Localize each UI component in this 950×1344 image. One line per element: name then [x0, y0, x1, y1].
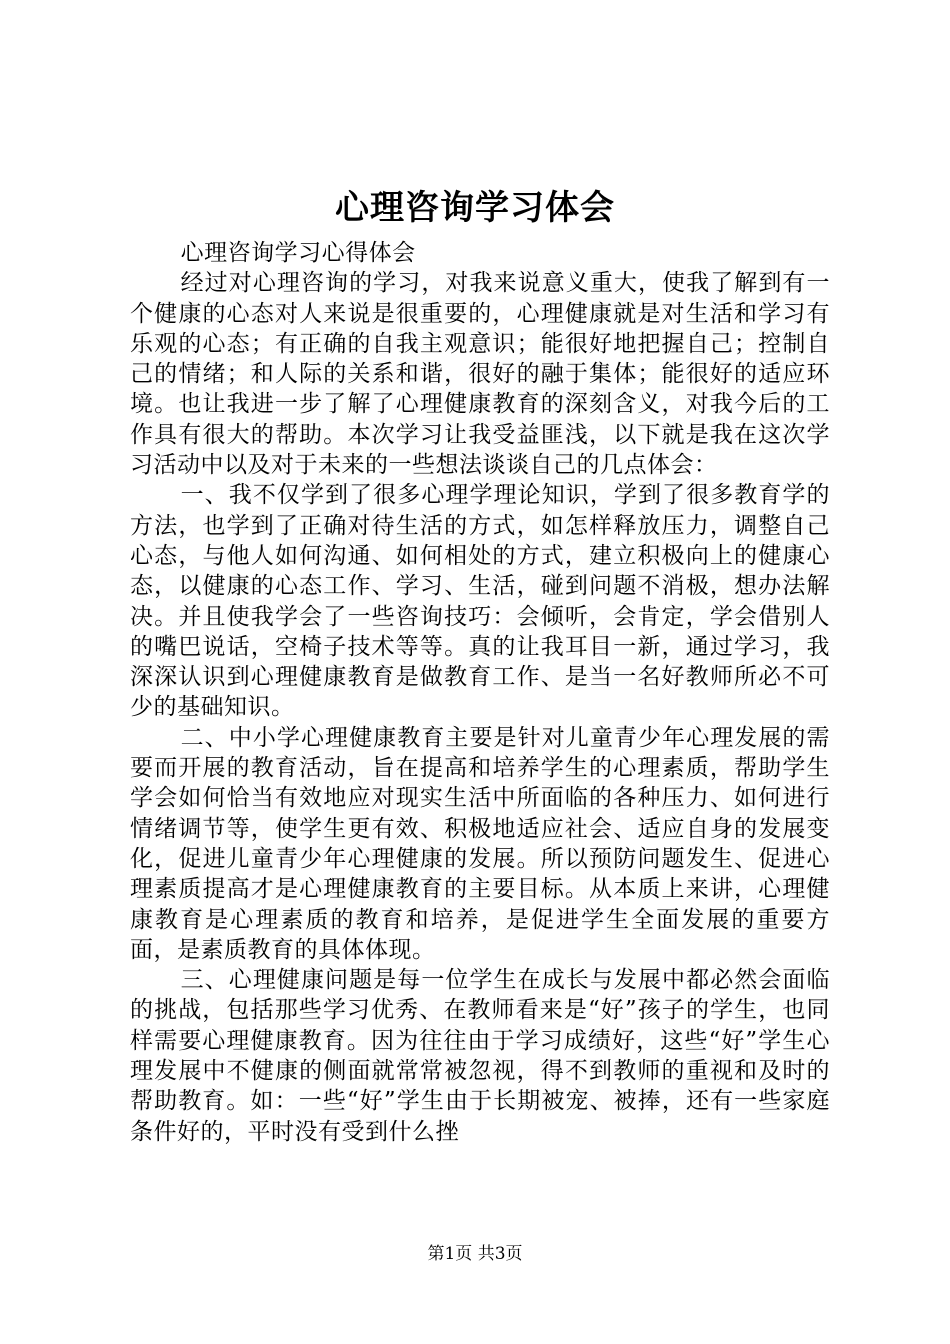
subtitle-paragraph: 心理咨询学习心得体会 — [180, 240, 416, 266]
point-one-paragraph: 一、我不仅学到了很多心理学理论知识，学到了很多教育学的方法，也学到了正确对待生活的方式，如怎样释放压力，调整自己心态，与他人如何沟通、如何相处的方式，建立积极向上的健康心态，以健康的心态工作、学习、生活，碰到问题不消极，想办法解决。并且使我学会了一些咨询技巧：会倾听，会肯定，学会借别人的嘴巴说话，空椅子技术等等。真的让我耳目一新，通过学习，我深深认识到心理健康教育是做教育工作、是当一名好教师所必不可少的基础知识。 — [130, 482, 830, 721]
document-body — [130, 238, 830, 1147]
page-footer: 第1页 共3页 — [427, 1244, 523, 1264]
document-title: 心理咨询学习体会 — [335, 188, 615, 228]
point-three-paragraph: 三、心理健康问题是每一位学生在成长与发展中都必然会面临的挑战，包括那些学习优秀、在教师看来是“好”孩子的学生，也同样需要心理健康教育。因为往往由于学习成绩好，这些“好”学生心理发展中不健康的侧面就常常被忽视，得不到教师的重视和及时的帮助教育。如：一些“好”学生由于长期被宠、被捧，还有一些家庭条件好的，平时没有受到什么挫 — [130, 967, 830, 1145]
intro-paragraph: 经过对心理咨询的学习，对我来说意义重大，使我了解到有一个健康的心态对人来说是很重要的，心理健康就是对生活和学习有乐观的心态；有正确的自我主观意识；能很好地把握自己；控制自己的情绪；和人际的关系和谐，很好的融于集体；能很好的适应环境。也让我进一步了解了心理健康教育的深刻含义，对我今后的工作具有很大的帮助。本次学习让我受益匪浅，以下就是我在这次学习活动中以及对于未来的一些想法谈谈自己的几点体会： — [130, 270, 830, 479]
point-two-paragraph: 二、中小学心理健康教育主要是针对儿童青少年心理发展的需要而开展的教育活动，旨在提高和培养学生的心理素质，帮助学生学会如何恰当有效地应对现实生活中所面临的各种压力、如何进行情绪调节等，使学生更有效、积极地适应社会、适应自身的发展变化，促进儿童青少年心理健康的发展。所以预防问题发生、促进心理素质提高才是心理健康教育的主要目标。从本质上来讲，心理健康教育是心理素质的教育和培养，是促进学生全面发展的重要方面，是素质教育的具体体现。 — [130, 724, 830, 963]
